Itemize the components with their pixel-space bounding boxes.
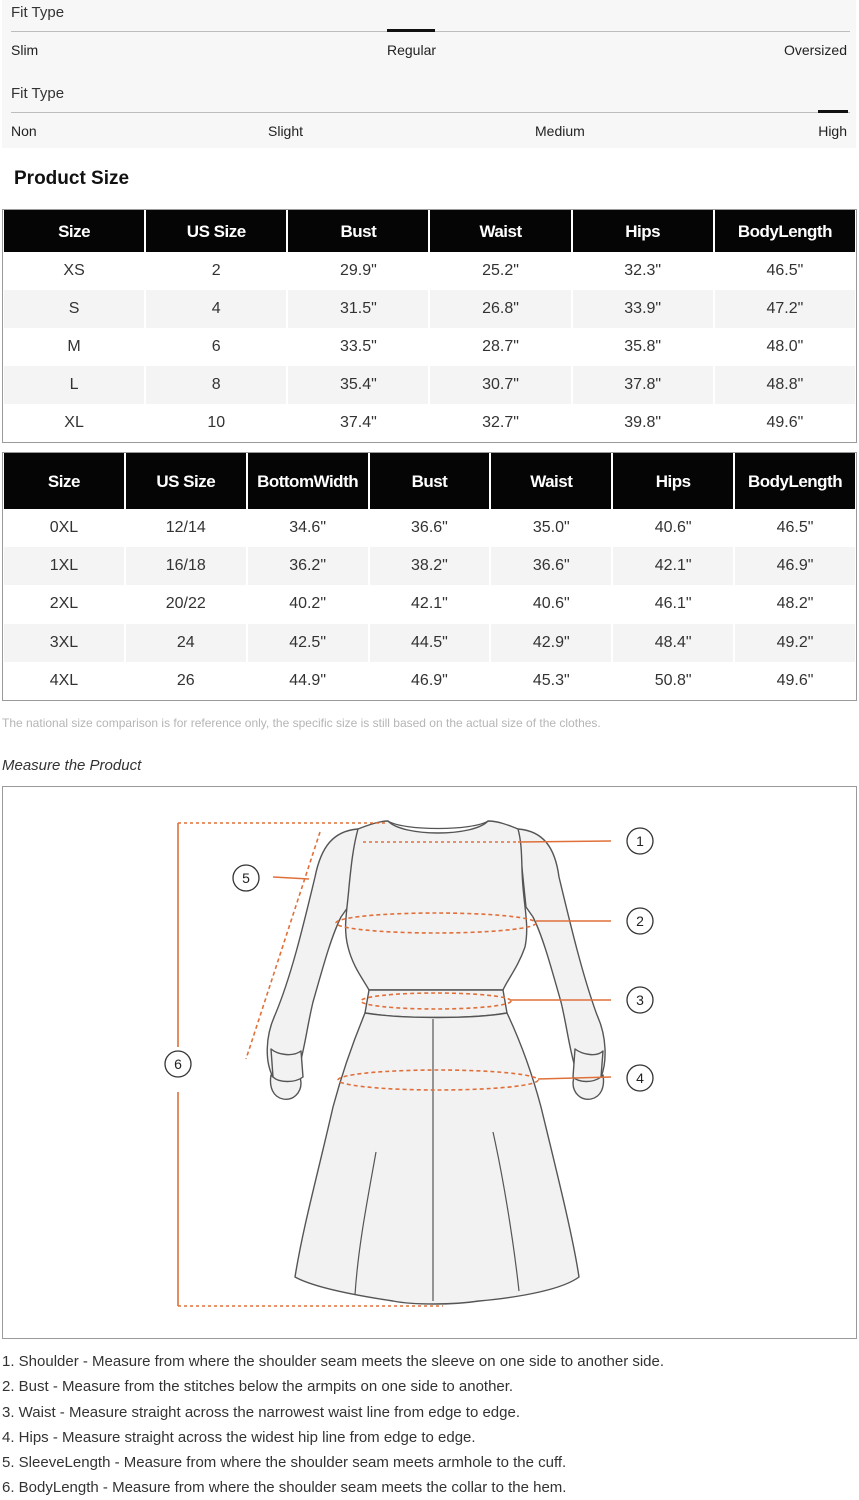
- fit-label-regular: Regular: [387, 42, 437, 58]
- table-cell: 28.7": [429, 328, 571, 366]
- table-cell: 29.9": [287, 252, 429, 290]
- dress-illustration: [3, 787, 856, 1338]
- table-cell: 25.2": [429, 252, 571, 290]
- table-cell: 31.5": [287, 290, 429, 328]
- table-cell: S: [3, 290, 145, 328]
- table-row: [3, 252, 856, 290]
- table-cell: 44.9": [247, 662, 369, 700]
- marker-label: 5: [242, 870, 250, 886]
- measurement-diagram: [2, 786, 857, 1339]
- table-row: [3, 404, 856, 442]
- table-cell: 40.2": [247, 585, 369, 623]
- number-marker-6: [165, 1051, 191, 1077]
- table-row: [3, 290, 856, 328]
- column-header: BottomWidth: [247, 453, 369, 509]
- fit-label-slim: Slim: [11, 42, 39, 58]
- table-row: [3, 366, 856, 404]
- table-cell: 2: [145, 252, 287, 290]
- table-cell: 35.4": [287, 366, 429, 404]
- table-cell: L: [3, 366, 145, 404]
- column-header: US Size: [145, 210, 287, 252]
- table-row: [3, 509, 856, 547]
- table-cell: XS: [3, 252, 145, 290]
- table-cell: 4: [145, 290, 287, 328]
- table-cell: 6: [145, 328, 287, 366]
- column-header: Hips: [572, 210, 714, 252]
- table-cell: 48.4": [612, 624, 734, 662]
- table-cell: 33.5": [287, 328, 429, 366]
- table-cell: 32.7": [429, 404, 571, 442]
- table-cell: 40.6": [612, 509, 734, 547]
- column-header: BodyLength: [714, 210, 856, 252]
- table-cell: 37.8": [572, 366, 714, 404]
- size-table-plus: [2, 452, 857, 701]
- list-item: 4. Hips - Measure straight across the widest hip line from edge to edge.: [2, 1428, 476, 1446]
- bodice: [346, 821, 527, 990]
- list-item: 2. Bust - Measure from the stitches below the armpits on one side to another.: [2, 1378, 514, 1396]
- fit-type-marker: [387, 29, 435, 32]
- measurement-descriptions: [2, 1352, 852, 1500]
- table-cell: 0XL: [3, 509, 125, 547]
- fit-label-oversized: Oversized: [783, 42, 847, 58]
- table-cell: 46.9": [734, 547, 856, 585]
- table-cell: 36.2": [247, 547, 369, 585]
- table-cell: 42.1": [369, 585, 491, 623]
- table-cell: 46.5": [714, 252, 856, 290]
- table-cell: 38.2": [369, 547, 491, 585]
- number-marker-2: [627, 908, 653, 934]
- table-cell: 50.8": [612, 662, 734, 700]
- column-header: Waist: [429, 210, 571, 252]
- dress-outline: [267, 821, 605, 1304]
- table-cell: 48.0": [714, 328, 856, 366]
- marker-label: 3: [636, 992, 644, 1008]
- table-cell: 44.5": [369, 624, 491, 662]
- table-cell: 24: [125, 624, 247, 662]
- column-header: Bust: [287, 210, 429, 252]
- list-item: 6. BodyLength - Measure from where the shoulder seam meets the collar to the hem.: [2, 1479, 567, 1497]
- size-table-regular: [2, 209, 857, 443]
- table-cell: 33.9": [572, 290, 714, 328]
- column-header: BodyLength: [734, 453, 856, 509]
- fit-type-title: Fit Type: [11, 4, 65, 21]
- table-cell: 48.8": [714, 366, 856, 404]
- table-header-row: [3, 210, 856, 252]
- number-marker-5: [233, 865, 259, 891]
- table-cell: 40.6": [490, 585, 612, 623]
- fit-label-slight: Slight: [268, 123, 304, 139]
- table-cell: 20/22: [125, 585, 247, 623]
- table-cell: 4XL: [3, 662, 125, 700]
- list-item: 5. SleeveLength - Measure from where the shoulder seam meets armhole to the cuff.: [2, 1454, 567, 1472]
- fit-type-slider-2: [2, 81, 856, 148]
- table-cell: 47.2": [714, 290, 856, 328]
- table-cell: 10: [145, 404, 287, 442]
- marker-label: 1: [636, 833, 644, 849]
- table-cell: 49.2": [734, 624, 856, 662]
- table-cell: M: [3, 328, 145, 366]
- column-header: Hips: [612, 453, 734, 509]
- number-marker-4: [627, 1065, 653, 1091]
- neckline: [388, 821, 488, 829]
- table-cell: 8: [145, 366, 287, 404]
- marker-label: 4: [636, 1070, 644, 1086]
- list-item: 1. Shoulder - Measure from where the shoulder seam meets the sleeve on one side to another side.: [2, 1353, 665, 1370]
- table-cell: 48.2": [734, 585, 856, 623]
- table-cell: 34.6": [247, 509, 369, 547]
- skirt: [295, 1013, 579, 1304]
- table-row: [3, 624, 856, 662]
- table-cell: 42.9": [490, 624, 612, 662]
- column-header: US Size: [125, 453, 247, 509]
- table-cell: 49.6": [734, 662, 856, 700]
- number-marker-1: [627, 828, 653, 854]
- table-cell: 42.1": [612, 547, 734, 585]
- table-cell: 32.3": [572, 252, 714, 290]
- table-cell: 46.1": [612, 585, 734, 623]
- table-row: [3, 328, 856, 366]
- measure-section-title: Measure the Product: [2, 757, 142, 774]
- table-row: [3, 547, 856, 585]
- table-cell: 35.8": [572, 328, 714, 366]
- table-row: [3, 662, 856, 700]
- table-cell: 46.9": [369, 662, 491, 700]
- list-item: 3. Waist - Measure straight across the narrowest waist line from edge to edge.: [2, 1403, 521, 1421]
- size-disclaimer-note: The national size comparison is for reference only, the specific size is still based on the actual size of the clothes.: [2, 716, 601, 730]
- fit-type-slider-1: [2, 0, 856, 70]
- table-cell: 16/18: [125, 547, 247, 585]
- table-row: [3, 585, 856, 623]
- table-cell: 37.4": [287, 404, 429, 442]
- table-cell: 46.5": [734, 509, 856, 547]
- table-cell: 26: [125, 662, 247, 700]
- table-cell: 1XL: [3, 547, 125, 585]
- waistband: [365, 990, 507, 1018]
- table-cell: 45.3": [490, 662, 612, 700]
- table-cell: 3XL: [3, 624, 125, 662]
- fit-type-track: [11, 112, 850, 113]
- fit-label-non: Non: [11, 123, 37, 139]
- table-cell: XL: [3, 404, 145, 442]
- table-cell: 49.6": [714, 404, 856, 442]
- fit-type-title: Fit Type: [11, 85, 65, 102]
- table-cell: 26.8": [429, 290, 571, 328]
- column-header: Size: [3, 453, 125, 509]
- table-cell: 36.6": [490, 547, 612, 585]
- table-cell: 30.7": [429, 366, 571, 404]
- fit-label-high: High: [818, 123, 847, 139]
- product-size-title: Product Size: [14, 168, 130, 189]
- table-cell: 35.0": [490, 509, 612, 547]
- number-marker-3: [627, 987, 653, 1013]
- column-header: Bust: [369, 453, 491, 509]
- fit-label-medium: Medium: [535, 123, 585, 139]
- column-header: Size: [3, 210, 145, 252]
- table-header-row: [3, 453, 856, 509]
- fit-type-marker: [818, 110, 848, 113]
- fit-type-panel: [2, 0, 856, 148]
- marker-label: 6: [174, 1056, 182, 1072]
- table-cell: 39.8": [572, 404, 714, 442]
- table-cell: 2XL: [3, 585, 125, 623]
- table-cell: 36.6": [369, 509, 491, 547]
- table-cell: 42.5": [247, 624, 369, 662]
- table-cell: 12/14: [125, 509, 247, 547]
- column-header: Waist: [490, 453, 612, 509]
- marker-label: 2: [636, 913, 644, 929]
